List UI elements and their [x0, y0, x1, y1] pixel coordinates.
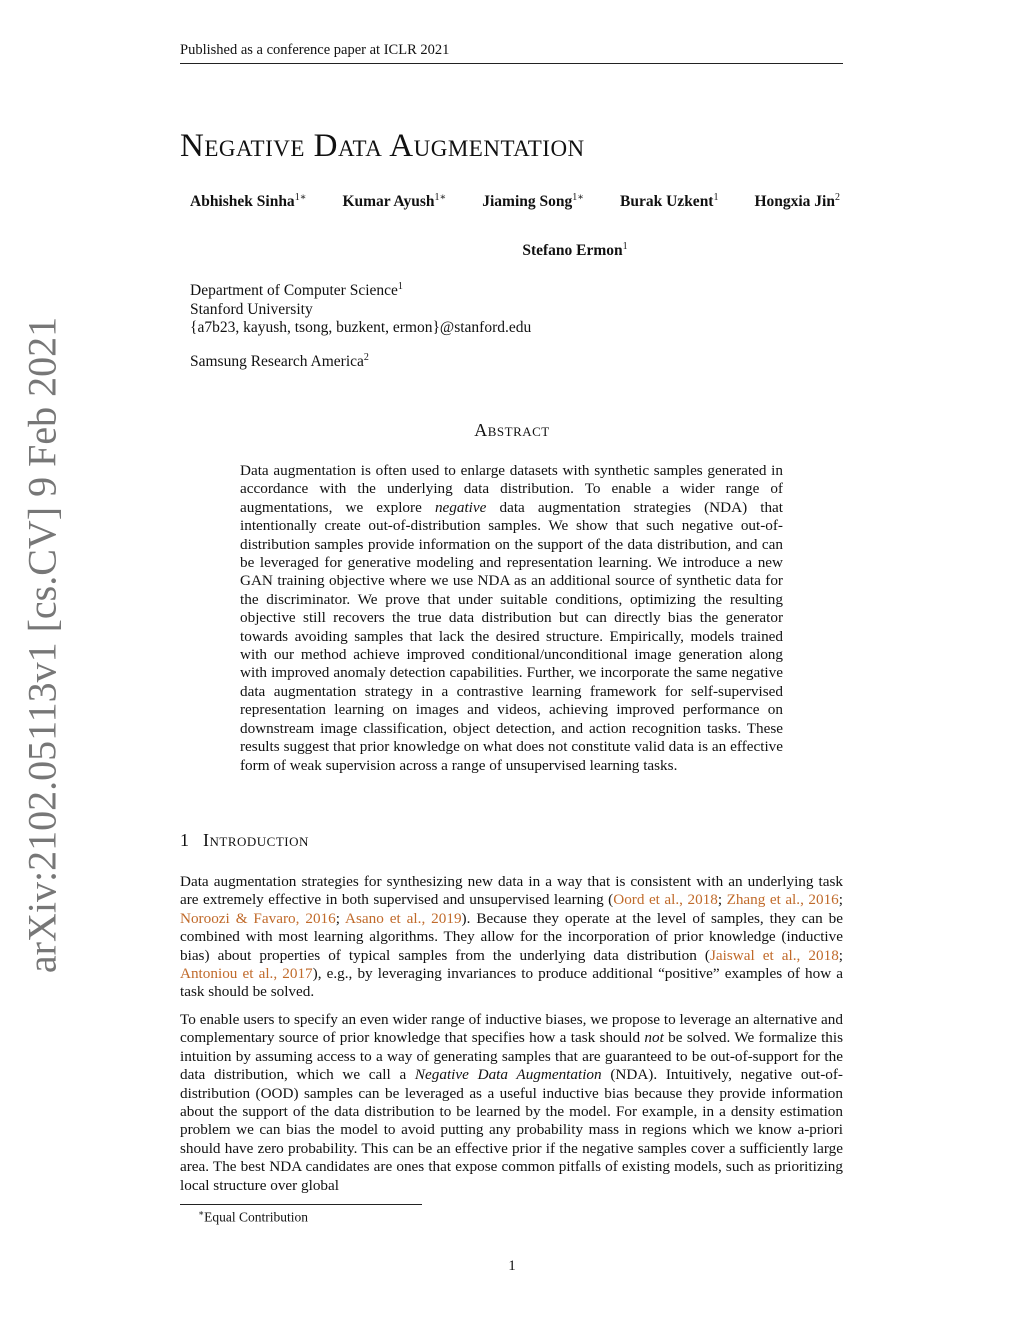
arxiv-stamp: arXiv:2102.05113v1 [cs.CV] 9 Feb 2021 — [19, 316, 65, 974]
author: Abhishek Sinha$^{1∗}$ — [190, 192, 307, 211]
department: Department of Computer Science — [190, 282, 398, 300]
citation-link[interactable]: Oord et al., 2018 — [613, 891, 718, 909]
running-head: Published as a conference paper at ICLR 2021 — [180, 42, 843, 64]
section-number: 1 — [180, 830, 189, 850]
intro-paragraph-2: To enable users to specify an even wider range of inductive biases, we propose to leverage an alternative and complementary source of prior knowledge that specifies how a task should not be solved. We formalize this intuition by assuming access to a way of generating samples that are guaranteed to be out-of-support for the data distribution, which we call a Negative Data Augmentation (NDA). Intuitively, negative out-of-distribution (OOD) samples can be leveraged as a useful inductive bias because they provide information about the support of the data distribution to be learned by the model. For example, in a density estimation problem we can bias the model to avoid putting any probability mass in regions which we know a-priori should have zero probability. This can be an effective prior if the negative samples cover a sufficiently large area. The best NDA candidates are ones that expose common pitfalls of existing models, such as prioritizing local structure over global — [180, 1011, 844, 1194]
citation-link[interactable]: Jaiswal et al., 2018 — [709, 946, 839, 964]
author: Hongxia Jin$^2$ — [754, 192, 840, 211]
affiliation-stanford: Department of Computer Science$^1$ Stanford University {a7b23, kayush, tsong, buzkent, ermon}@stanford.edu — [190, 281, 532, 337]
author-list — [190, 192, 840, 260]
citation-link[interactable]: Asano et al., 2019 — [345, 909, 462, 927]
abstract-body: Data augmentation is often used to enlarge datasets with synthetic samples generated in accordance with the underlying data distribution. To enable a wider range of augmentations, we explore negative data augmentation strategies (NDA) that intentionally create out-of-distribution samples. We show that such negative out-of-distribution samples provide information on the support of the data distribution, and can be leveraged for generative modeling and representation learning. We introduce a new GAN training objective where we use NDA as an additional source of synthetic data for the discriminator. We prove that under suitable conditions, optimizing the resulting objective still recovers the true data distribution but can directly bias the generator towards avoiding samples that lack the desired structure. Empirically, models trained with our method achieve improved conditional/unconditional image generation along with improved anomaly detection capabilities. Further, we incorporate the same negative data augmentation strategy in a contrastive learning framework for self-supervised representation learning on images and videos, achieving improved performance on downstream image classification, object detection, and action recognition tasks. These results suggest that prior knowledge on what does not constitute valid data is an effective form of weak supervision across a range of unsupervised learning tasks. — [240, 462, 784, 774]
footnote-rule — [180, 1204, 422, 1205]
citation-link[interactable]: Antoniou et al., 2017 — [180, 965, 313, 983]
university: Stanford University — [190, 300, 313, 318]
page-number: 1 — [508, 1258, 516, 1274]
citation-link[interactable]: Noroozi & Favaro, 2016 — [180, 909, 336, 927]
author: Stefano Ermon$^1$ — [522, 241, 628, 260]
author-emails: {a7b23, kayush, tsong, buzkent, ermon}@stanford.edu — [190, 319, 532, 337]
abstract-heading: Abstract — [474, 420, 550, 440]
citation-link[interactable]: Zhang et al., 2016 — [726, 891, 839, 909]
section-heading — [180, 830, 309, 851]
author: Kumar Ayush$^{1∗}$ — [342, 192, 447, 211]
paper-title: Negative Data Augmentation — [180, 128, 585, 164]
affiliation-samsung: Samsung Research America$^2$ — [190, 352, 369, 371]
section-title: Introduction — [203, 830, 309, 850]
author: Burak Uzkent$^1$ — [620, 192, 719, 211]
intro-paragraph-1: Data augmentation strategies for synthesizing new data in a way that is consistent with an underlying task are extremely effective in both supervised and unsupervised learning (Oord et al., 2018; Zhang et al., 2016; Noroozi & Favaro, 2016; Asano et al., 2019). Because they operate at the level of samples, they can be combined with most learning algorithms. They allow for the incorporation of prior knowledge (inductive bias) about properties of typical samples from the underlying data distribution (Jaiswal et al., 2018; Antoniou et al., 2017), e.g., by leveraging invariances to produce additional “positive” examples of how a task should be solved. — [180, 873, 844, 1001]
author: Jiaming Song$^{1∗}$ — [482, 192, 585, 211]
footnote: ∗Equal Contribution — [198, 1208, 308, 1225]
